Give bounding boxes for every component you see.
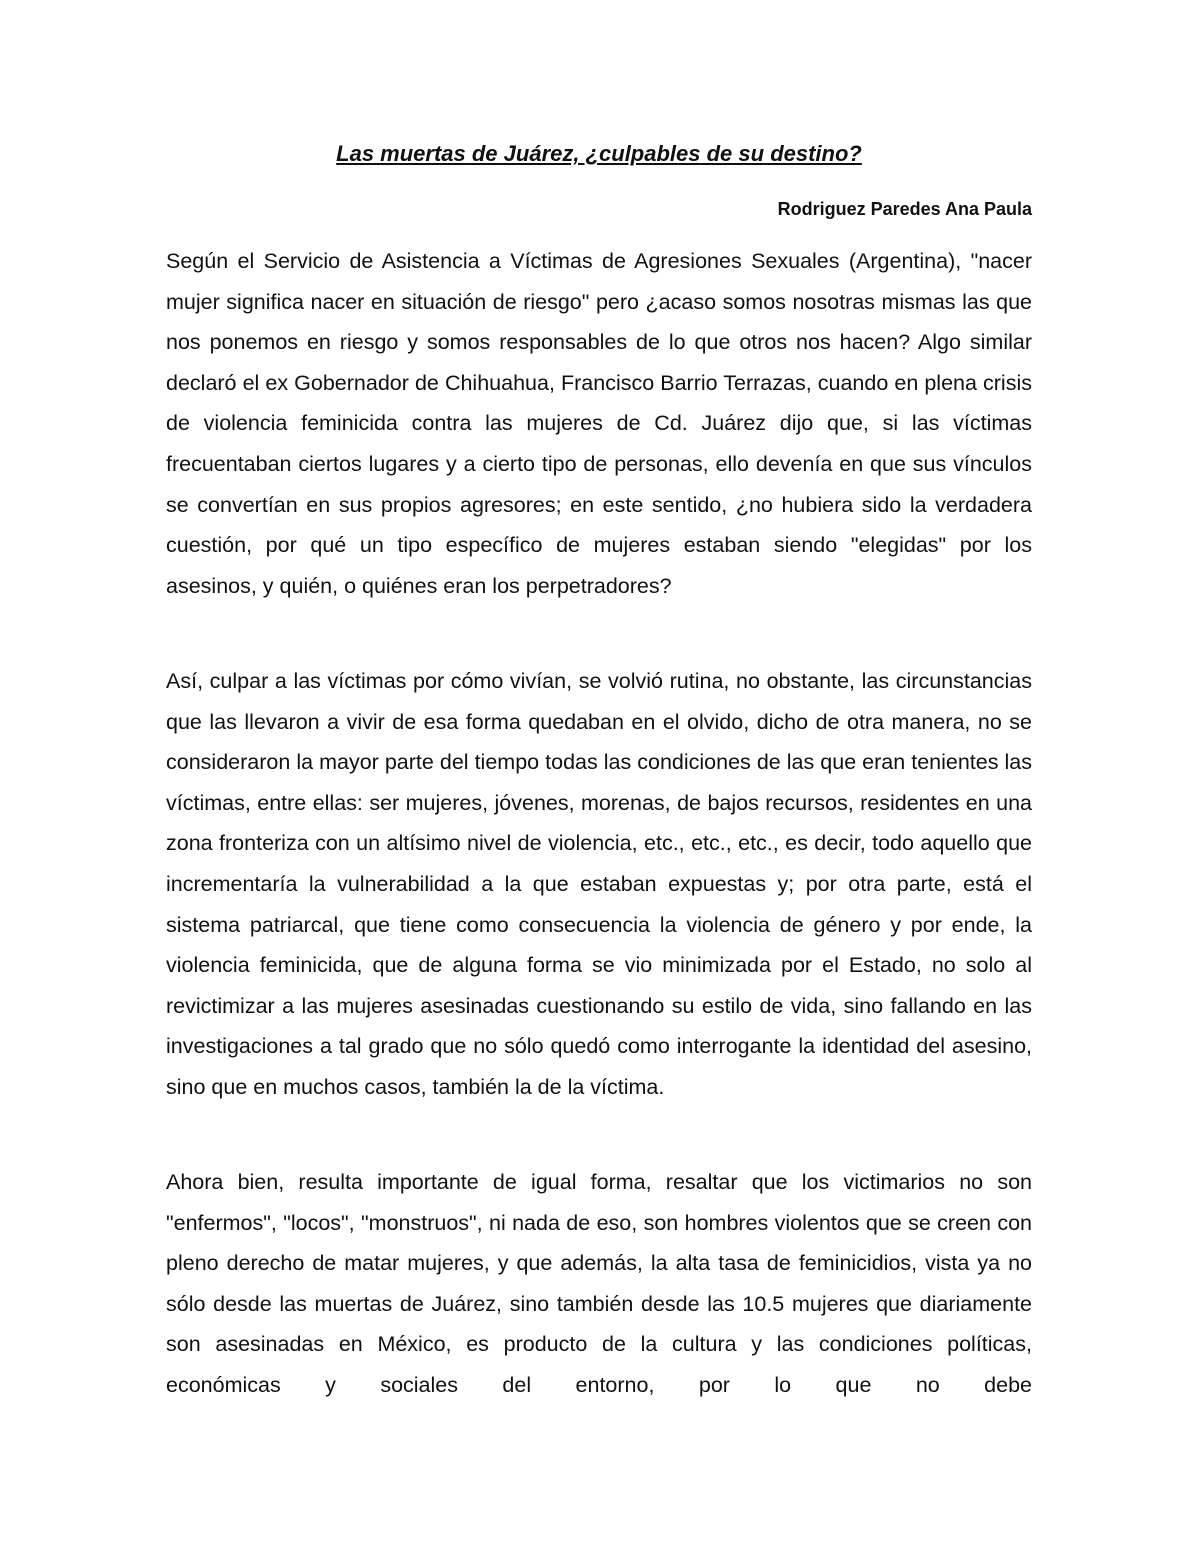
paragraph-1: Según el Servicio de Asistencia a Víctimas de Agresiones Sexuales (Argentina), "nacer mujer significa nacer en situación de riesgo" pero ¿acaso somos nosotras mismas las que nos ponemos en riesgo y somos responsables de lo que otros nos hacen? Algo similar declaró el ex Gobernador de Chihuahua, Francisco Barrio Terrazas, cuando en plena crisis de violencia feminicida contra las mujeres de Cd. Juárez dijo que, si las víctimas frecuentaban ciertos lugares y a cierto tipo de personas, ello devenía en que sus vínculos se convertían en sus propios agresores; en este sentido, ¿no hubiera sido la verdadera cuestión, por qué un tipo específico de mujeres estaban siendo "elegidas" por los asesinos, y quién, o quiénes eran los perpetradores?: [166, 249, 1032, 598]
paragraph-2: Así, culpar a las víctimas por cómo vivían, se volvió rutina, no obstante, las circunstancias que las llevaron a vivir de esa forma quedaban en el olvido, dicho de otra manera, no se consideraron la mayor parte del tiempo todas las condiciones de las que eran tenientes las víctimas, entre ellas: ser mujeres, jóvenes, morenas, de bajos recursos, residentes en una zona fronteriza con un altísimo nivel de violencia, etc., etc., etc., es decir, todo aquello que incrementaría la vulnerabilidad a la que estaban expuestas y; por otra parte, está el sistema patriarcal, que tiene como consecuencia la violencia de género y por ende, la violencia feminicida, que de alguna forma se vio minimizada por el Estado, no solo al revictimizar a las mujeres asesinadas cuestionando su estilo de vida, sino fallando en las investigaciones a tal grado que no sólo quedó como interrogante la identidad del asesino, sino que en muchos casos, también la de la víctima.: [166, 669, 1032, 1099]
document-title: Las muertas de Juárez, ¿culpables de su destino?: [336, 141, 862, 166]
paragraph-3: Ahora bien, resulta importante de igual forma, resaltar que los victimarios no son "enfermos", "locos", "monstruos", ni nada de eso, son hombres violentos que se creen con pleno derecho de matar mujeres, y que además, la alta tasa de feminicidios, vista ya no sólo desde las muertas de Juárez, sino también desde las 10.5 mujeres que diariamente son asesinadas en México, es producto de la cultura y las condiciones políticas, económicas y sociales del entorno, por lo que no debe: [166, 1170, 1032, 1397]
author-name: Rodriguez Paredes Ana Paula: [777, 199, 1032, 219]
